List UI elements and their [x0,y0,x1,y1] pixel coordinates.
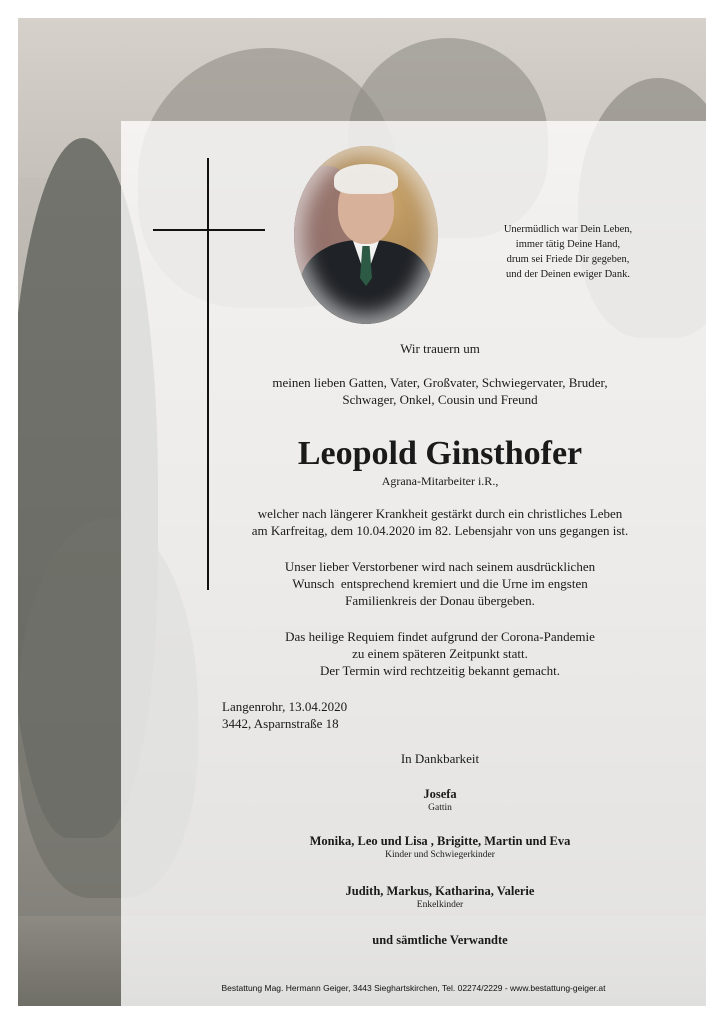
portrait-photo [294,146,438,324]
cremation-line: Unser lieber Verstorbener wird nach seinem ausdrücklichen [284,559,596,574]
thanks-text: In Dankbarkeit [400,751,480,766]
mourner-relation: Enkelkinder [416,900,464,910]
passing-line: welcher nach längerer Krankheit gestärkt durch ein christliches Leben [257,506,623,521]
requiem-line: Das heilige Requiem findet aufgrund der Corona-Pandemie [285,629,595,644]
place-date: Langenrohr, 13.04.2020 [222,699,348,714]
cremation-text [160,558,720,609]
relations-line: Schwager, Onkel, Cousin und Freund [342,392,538,407]
mourner-names: und sämtliche Verwandte [372,933,508,947]
portrait-vignette [294,146,438,324]
funeral-home-footer: Bestattung Mag. Hermann Geiger, 3443 Sieghartskirchen, Tel. 02274/2229 - www.bestattung-geiger.at [221,983,606,993]
mourner-names: Judith, Markus, Katharina, Valerie [345,884,535,898]
mourner-group [160,786,720,814]
mourner-group [160,883,720,911]
verse-line: immer tätig Deine Hand, [515,239,621,250]
memorial-verse [478,222,658,282]
mourner-relation: Kinder und Schwiegerkinder [385,850,495,860]
mourner-group [160,932,720,948]
cremation-line: Familienkreis der Donau übergeben. [345,593,535,608]
mourner-names: Josefa [423,787,457,801]
cross-icon-bar [153,229,265,231]
relations-text [160,374,720,408]
requiem-text [160,628,720,679]
deceased-name: Leopold Ginsthofer [297,435,583,472]
address: 3442, Asparnstraße 18 [222,716,339,731]
verse-line: und der Deinen ewiger Dank. [506,269,630,280]
verse-line: drum sei Friede Dir gegeben, [506,254,630,265]
mourner-group [160,833,720,861]
mourner-relation: Gattin [428,803,452,813]
passing-line: am Karfreitag, dem 10.04.2020 im 82. Lebensjahr von uns gegangen ist. [251,523,629,538]
place-and-address [222,698,347,732]
mourner-names: Monika, Leo und Lisa , Brigitte, Martin und Eva [309,834,571,848]
cremation-line: Wunsch entsprechend kremiert und die Urne im engsten [292,576,588,591]
verse-line: Unermüdlich war Dein Leben, [503,224,633,235]
relations-line: meinen lieben Gatten, Vater, Großvater, Schwiegervater, Bruder, [272,375,608,390]
requiem-line: Der Termin wird rechtzeitig bekannt gemacht. [320,663,560,678]
intro-text: Wir trauern um [400,341,480,356]
passing-text [160,505,720,539]
requiem-line: zu einem späteren Zeitpunkt statt. [352,646,528,661]
deceased-occupation: Agrana-Mitarbeiter i.R., [381,474,499,488]
